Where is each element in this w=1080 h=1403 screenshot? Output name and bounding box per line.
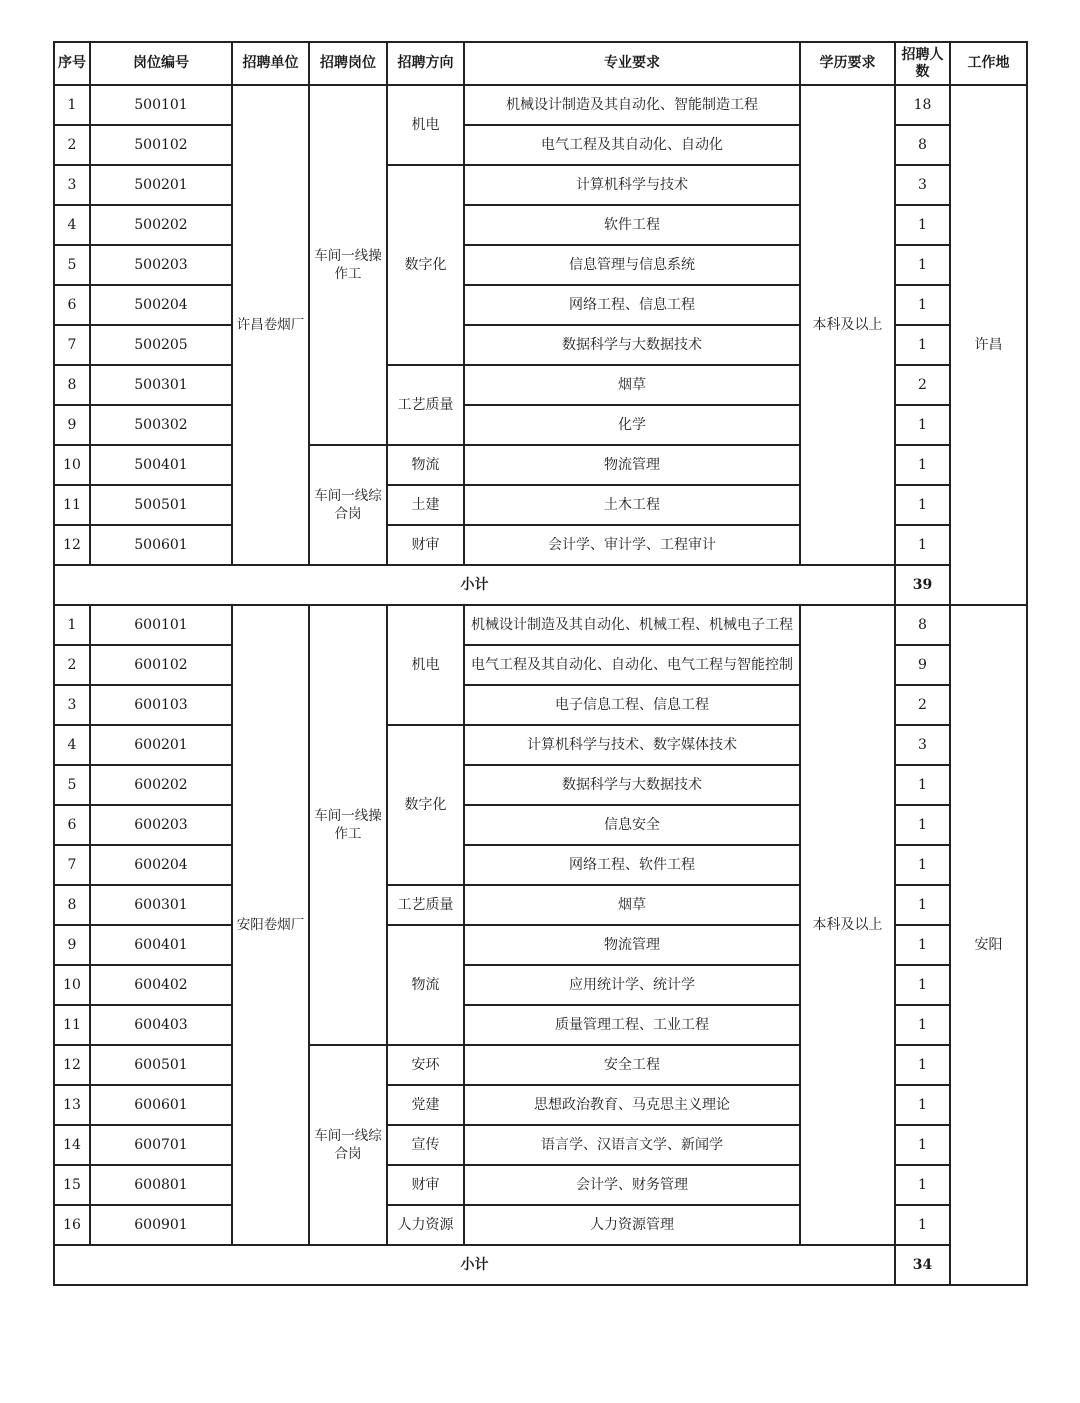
direction-cell: 财审	[387, 525, 464, 565]
count-cell: 2	[895, 685, 950, 725]
seq-cell: 3	[54, 685, 90, 725]
major-cell: 烟草	[464, 885, 800, 925]
code-cell: 500204	[90, 285, 232, 325]
code-cell: 600103	[90, 685, 232, 725]
location-cell: 安阳	[950, 605, 1027, 1285]
count-cell: 1	[895, 445, 950, 485]
direction-cell: 党建	[387, 1085, 464, 1125]
code-cell: 600701	[90, 1125, 232, 1165]
count-cell: 1	[895, 1205, 950, 1245]
seq-cell: 9	[54, 925, 90, 965]
seq-cell: 7	[54, 845, 90, 885]
code-cell: 600501	[90, 1045, 232, 1085]
code-cell: 500202	[90, 205, 232, 245]
education-cell: 本科及以上	[800, 85, 895, 565]
code-cell: 500301	[90, 365, 232, 405]
code-cell: 500501	[90, 485, 232, 525]
header-direction: 招聘方向	[387, 42, 464, 85]
seq-cell: 11	[54, 485, 90, 525]
direction-cell: 物流	[387, 925, 464, 1045]
major-cell: 电气工程及其自动化、自动化	[464, 125, 800, 165]
seq-cell: 8	[54, 365, 90, 405]
count-cell: 1	[895, 965, 950, 1005]
count-cell: 9	[895, 645, 950, 685]
major-cell: 软件工程	[464, 205, 800, 245]
direction-cell: 机电	[387, 85, 464, 165]
count-cell: 3	[895, 165, 950, 205]
major-cell: 电气工程及其自动化、自动化、电气工程与智能控制	[464, 645, 800, 685]
code-cell: 500302	[90, 405, 232, 445]
major-cell: 土木工程	[464, 485, 800, 525]
header-unit: 招聘单位	[232, 42, 309, 85]
seq-cell: 6	[54, 805, 90, 845]
count-cell: 8	[895, 605, 950, 645]
direction-cell: 安环	[387, 1045, 464, 1085]
count-cell: 1	[895, 925, 950, 965]
seq-cell: 9	[54, 405, 90, 445]
major-cell: 电子信息工程、信息工程	[464, 685, 800, 725]
count-cell: 1	[895, 245, 950, 285]
education-cell: 本科及以上	[800, 605, 895, 1245]
seq-cell: 5	[54, 245, 90, 285]
position-cell: 车间一线综合岗	[309, 445, 387, 565]
direction-cell: 物流	[387, 445, 464, 485]
count-cell: 1	[895, 845, 950, 885]
position-cell: 车间一线综合岗	[309, 1045, 387, 1245]
recruitment-table	[53, 41, 1028, 1286]
major-cell: 网络工程、信息工程	[464, 285, 800, 325]
seq-cell: 10	[54, 965, 90, 1005]
major-cell: 应用统计学、统计学	[464, 965, 800, 1005]
major-cell: 网络工程、软件工程	[464, 845, 800, 885]
seq-cell: 4	[54, 205, 90, 245]
subtotal-row	[54, 1245, 1027, 1285]
seq-cell: 1	[54, 605, 90, 645]
table-row	[54, 605, 1027, 645]
header-code: 岗位编号	[90, 42, 232, 85]
code-cell: 600102	[90, 645, 232, 685]
header-row	[54, 42, 1027, 85]
code-cell: 500102	[90, 125, 232, 165]
seq-cell: 12	[54, 1045, 90, 1085]
count-cell: 3	[895, 725, 950, 765]
seq-cell: 16	[54, 1205, 90, 1245]
major-cell: 化学	[464, 405, 800, 445]
count-cell: 1	[895, 1085, 950, 1125]
major-cell: 计算机科学与技术	[464, 165, 800, 205]
code-cell: 600203	[90, 805, 232, 845]
code-cell: 600204	[90, 845, 232, 885]
code-cell: 600801	[90, 1165, 232, 1205]
major-cell: 信息管理与信息系统	[464, 245, 800, 285]
code-cell: 600202	[90, 765, 232, 805]
count-cell: 18	[895, 85, 950, 125]
count-cell: 2	[895, 365, 950, 405]
subtotal-label: 小计	[54, 1245, 895, 1285]
seq-cell: 12	[54, 525, 90, 565]
major-cell: 安全工程	[464, 1045, 800, 1085]
major-cell: 烟草	[464, 365, 800, 405]
major-cell: 语言学、汉语言文学、新闻学	[464, 1125, 800, 1165]
code-cell: 600401	[90, 925, 232, 965]
seq-cell: 7	[54, 325, 90, 365]
count-cell: 1	[895, 525, 950, 565]
count-cell: 1	[895, 485, 950, 525]
direction-cell: 机电	[387, 605, 464, 725]
header-major: 专业要求	[464, 42, 800, 85]
unit-cell: 许昌卷烟厂	[232, 85, 309, 565]
direction-cell: 工艺质量	[387, 885, 464, 925]
major-cell: 物流管理	[464, 445, 800, 485]
position-cell: 车间一线操作工	[309, 605, 387, 1045]
count-cell: 1	[895, 405, 950, 445]
code-cell: 600101	[90, 605, 232, 645]
seq-cell: 8	[54, 885, 90, 925]
code-cell: 500203	[90, 245, 232, 285]
seq-cell: 11	[54, 1005, 90, 1045]
code-cell: 500205	[90, 325, 232, 365]
count-cell: 1	[895, 205, 950, 245]
major-cell: 信息安全	[464, 805, 800, 845]
subtotal-value: 39	[895, 565, 950, 605]
direction-cell: 土建	[387, 485, 464, 525]
seq-cell: 14	[54, 1125, 90, 1165]
major-cell: 人力资源管理	[464, 1205, 800, 1245]
major-cell: 思想政治教育、马克思主义理论	[464, 1085, 800, 1125]
seq-cell: 2	[54, 125, 90, 165]
seq-cell: 6	[54, 285, 90, 325]
subtotal-value: 34	[895, 1245, 950, 1285]
count-cell: 1	[895, 885, 950, 925]
unit-cell: 安阳卷烟厂	[232, 605, 309, 1245]
code-cell: 500101	[90, 85, 232, 125]
code-cell: 600601	[90, 1085, 232, 1125]
position-cell: 车间一线操作工	[309, 85, 387, 445]
count-cell: 1	[895, 805, 950, 845]
count-cell: 1	[895, 1165, 950, 1205]
seq-cell: 13	[54, 1085, 90, 1125]
code-cell: 600901	[90, 1205, 232, 1245]
count-cell: 1	[895, 1045, 950, 1085]
seq-cell: 1	[54, 85, 90, 125]
major-cell: 会计学、财务管理	[464, 1165, 800, 1205]
header-count: 招聘人数	[895, 42, 950, 85]
major-cell: 质量管理工程、工业工程	[464, 1005, 800, 1045]
header-seq: 序号	[54, 42, 90, 85]
seq-cell: 4	[54, 725, 90, 765]
code-cell: 500601	[90, 525, 232, 565]
header-position: 招聘岗位	[309, 42, 387, 85]
code-cell: 500401	[90, 445, 232, 485]
recruitment-table-container	[53, 41, 1028, 1286]
location-cell: 许昌	[950, 85, 1027, 605]
major-cell: 计算机科学与技术、数字媒体技术	[464, 725, 800, 765]
code-cell: 600402	[90, 965, 232, 1005]
seq-cell: 10	[54, 445, 90, 485]
seq-cell: 5	[54, 765, 90, 805]
code-cell: 600403	[90, 1005, 232, 1045]
subtotal-row	[54, 565, 1027, 605]
code-cell: 600201	[90, 725, 232, 765]
header-location: 工作地	[950, 42, 1027, 85]
direction-cell: 数字化	[387, 725, 464, 885]
subtotal-label: 小计	[54, 565, 895, 605]
count-cell: 1	[895, 325, 950, 365]
header-education: 学历要求	[800, 42, 895, 85]
direction-cell: 人力资源	[387, 1205, 464, 1245]
count-cell: 1	[895, 1125, 950, 1165]
count-cell: 1	[895, 1005, 950, 1045]
count-cell: 1	[895, 765, 950, 805]
direction-cell: 数字化	[387, 165, 464, 365]
direction-cell: 财审	[387, 1165, 464, 1205]
seq-cell: 2	[54, 645, 90, 685]
code-cell: 500201	[90, 165, 232, 205]
direction-cell: 工艺质量	[387, 365, 464, 445]
seq-cell: 15	[54, 1165, 90, 1205]
major-cell: 会计学、审计学、工程审计	[464, 525, 800, 565]
major-cell: 机械设计制造及其自动化、智能制造工程	[464, 85, 800, 125]
major-cell: 数据科学与大数据技术	[464, 765, 800, 805]
major-cell: 机械设计制造及其自动化、机械工程、机械电子工程	[464, 605, 800, 645]
major-cell: 数据科学与大数据技术	[464, 325, 800, 365]
count-cell: 8	[895, 125, 950, 165]
code-cell: 600301	[90, 885, 232, 925]
table-row	[54, 85, 1027, 125]
direction-cell: 宣传	[387, 1125, 464, 1165]
count-cell: 1	[895, 285, 950, 325]
major-cell: 物流管理	[464, 925, 800, 965]
seq-cell: 3	[54, 165, 90, 205]
